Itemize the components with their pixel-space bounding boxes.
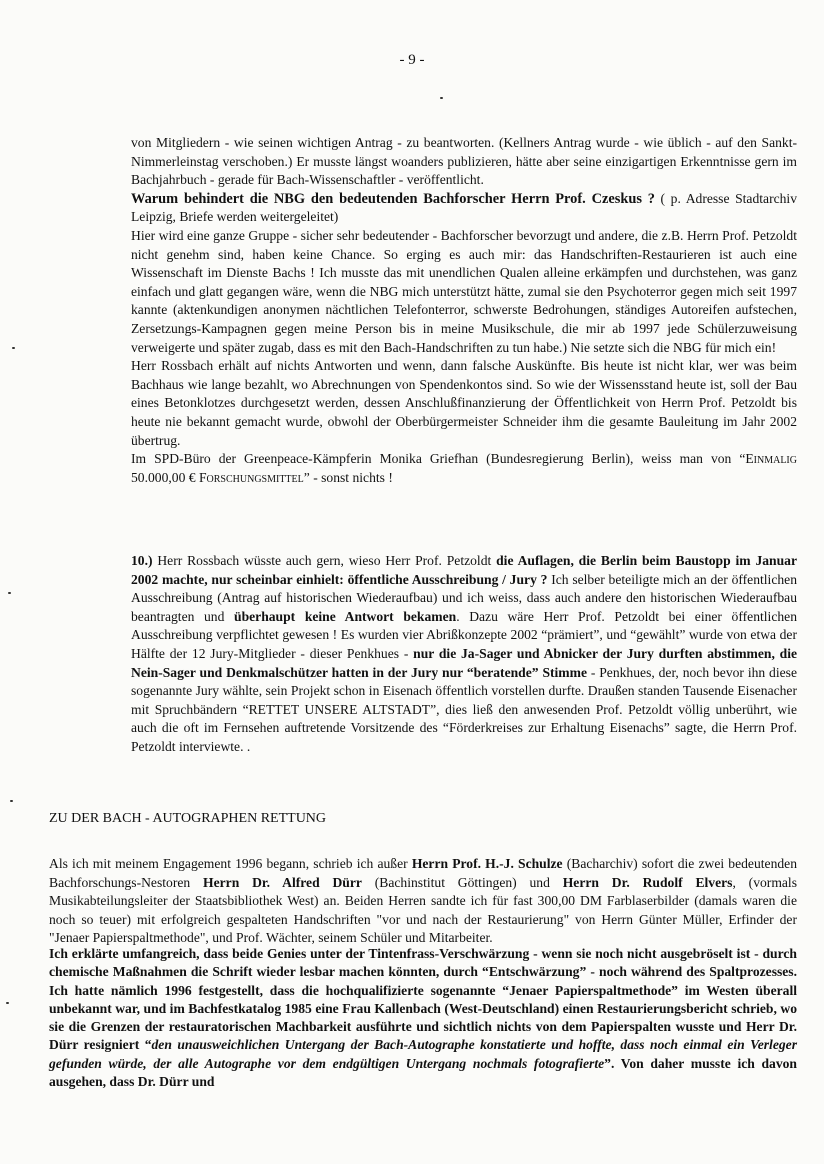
- scan-speck: [10, 800, 13, 802]
- page-number: - 9 -: [399, 52, 425, 68]
- paragraph-group: Hier wird eine ganze Gruppe - sicher sehr bedeutender - Bachforscher bevorzugt und andere, die z.B. Herrn Prof. Petzoldt nicht genehm sind, haben keine Chance. So erging es auch mir: das Handschriften-Restaurieren ist auch eine Wissenschaft im Dienste Bachs ! Ich musste das mit unendlichen Qualen alleine erkämpfen und durchstehen, was ganz einfach und glatt gegangen wäre, wenn die NBG mich unterstützt hätte, zumal sie den Psychoterror gegen mich seit 1997 kannte (aktenkundigen anonymen nächtlichen Telefonterror, schwerste Bedrohungen, ständiges Autoreifen aufstechen, Zersetzungs-Kampagnen gegen meine Person bis in meine Musikschule, die mir ab 1997 jede Schülerzuweisung verweigerte und später zugab, dass es mit den Bach-Handschriften zu tun habe.) Nie setzte sich die NBG für mich ein!: [131, 227, 797, 355]
- duerr-quote: den unausweichlichen Untergang der Bach-Autographe konstatierte und hoffte, dass noch einmal ein Verleger gefunden würde, der alle Autographe vor dem endgültigen Untergang nochmals fotografierte: [49, 1037, 797, 1071]
- scan-speck: [440, 97, 443, 99]
- scan-speck: [8, 592, 11, 594]
- czeskus-question: Warum behindert die NBG den bedeutenden Bachforscher Herrn Prof. Czeskus ?: [131, 190, 655, 207]
- paragraph-kellner: von Mitgliedern - wie seinen wichtigen Antrag - zu beantworten. (Kellners Antrag wurde - wie üblich - auf den Sankt-Nimmerleinstag verschoben.) Er musste längst woanders publizieren, hätte aber seine einzigartigen Erkenntnisse gern im Bachjahrbuch - gerade für Bach-Wissenschaftler - veröffentlicht.: [131, 135, 797, 188]
- paragraph-rossbach: Herr Rossbach erhält auf nichts Antworten und wenn, dann falsche Auskünfte. Bis heute ist nicht klar, wer was beim Bachhaus wie lange bezahlt, wo Abrechnungen von Spendenkontos sind. So wie der Wissensstand heute ist, soll der Bau eines Betonklotzes durchgesetzt werden, dessen Anschlußfinanzierung der Öffentlichkeit von Herrn Prof. Petzoldt bis heute nie bekannt gemacht wurde, obwohl der Oberbürgermeister Schneider ihm die gesamte Bauleitung im Jahr 2002 übertrug.: [131, 358, 797, 448]
- paragraph-point-10: 10.) Herr Rossbach wüsste auch gern, wieso Herr Prof. Petzoldt die Auflagen, die Berlin beim Baustopp im Januar 2002 machte, nur scheinbar einhielt: öffentliche Ausschreibung / Jury ? Ich selber beteiligte mich an der öffentlichen Ausschreibung (Antrag auf historischen Wiederaufbau) und ich weiss, dass auch andere den historischen Wiederaufbau beantragten und überhaupt keine Antwort bekamen. Dazu wäre Herr Prof. Petzoldt bei einer öffentlichen Ausschreibung verpflichtet gewesen ! Es wurden vier Abrißkonzepte 2002 “prämiert”, und “gewählt” wurde von etwa der Hälfte der 12 Jury-Mitglieder - dieser Penkhues - nur die Ja-Sager und Abnicker der Jury durften abstimmen, die Nein-Sager und Denkmalschützer hatten in der Jury nur “beratende” Stimme - Penkhues, der, noch bevor ihn diese sogenannte Jury wählte, sein Projekt schon in Eisenach öffentlich vorstellen durfte. Draußen standen Tausende Eisenacher mit Spruchbändern “RETTET UNSERE ALTSTADT”, dies ließ den anwesenden Prof. Petzoldt völlig unberührt, wie auch die oft im Fernsehen auftretende Vorsitzende des “Förderkreises zur Erhaltung Eisenachs” sagte, die Herrn Prof. Petzoldt interviewte. .: [131, 553, 797, 754]
- forschungsmittel-amount: Einmalig 50.000,00 € Forschungsmittel: [131, 451, 797, 485]
- paragraph-engagement: Als ich mit meinem Engagement 1996 begann, schrieb ich außer Herrn Prof. H.-J. Schulze (Bacharchiv) sofort die zwei bedeutenden Bachforschungs-Nestoren Herrn Dr. Alfred Dürr (Bachinstitut Göttingen) und Herrn Dr. Rudolf Elvers, (vormals Musikabteilungsleiter der Staatsbibliothek West) an. Beiden Herren sandte ich für fast 300,00 DM Farblaserbilder (damals waren die noch so teuer) mit erfolgreich gespalteten Handschriften "vor und nach der Restaurierung" von Herrn Günter Müller, Erfinder der "Jenaer Papierspaltmethode", und Prof. Wächter, seinem Schüler und Mitarbeiter.: [49, 856, 797, 946]
- scan-speck: [6, 1002, 9, 1004]
- section-heading: ZU DER BACH - AUTOGRAPHEN RETTUNG: [49, 811, 327, 826]
- body-block-explanation: [49, 945, 797, 1091]
- paragraph-spd: Im SPD-Büro der Greenpeace-Kämpferin Monika Griefhan (Bundesregierung Berlin), weiss man von “Einmalig 50.000,00 € Forschungsmittel” - sonst nichts !: [131, 451, 797, 485]
- body-block-engagement: [49, 855, 797, 948]
- czeskus-address: ( p. Adresse Stadtarchiv Leipzig, Briefe werden weitergeleitet): [131, 190, 797, 225]
- point-number: 10.): [131, 553, 153, 568]
- paragraph-czeskus: [131, 190, 797, 227]
- body-block-continuation: [131, 134, 797, 487]
- body-block-point-10: [131, 552, 797, 757]
- scan-speck: [12, 347, 15, 349]
- paragraph-explanation: Ich erklärte umfangreich, dass beide Genies unter der Tintenfrass-Verschwärzung - wenn sie noch nicht ausgebröselt ist - durch chemische Maßnahmen die Schrift wieder lesbar machen könnten, durch “Entschwärzung” - noch während des Spaltprozesses. Ich hatte nämlich 1996 festgestellt, dass die hochqualifizierte sogenannte “Jenaer Papierspaltmethode” im Westen überall unbekannt war, und im Bachfestkatalog 1985 eine Frau Kallenbach (West-Deutschland) einen Restaurierungsbericht schrieb, wo sie die Grenzen der restauratorischen Machbarkeit ausführte und sichtlich nichts von dem Papierspalten wusste und Herr Dr. Dürr resigniert “den unausweichlichen Untergang der Bach-Autographe konstatierte und hoffte, dass noch einmal ein Verleger gefunden würde, der alle Autographe vor dem endgültigen Untergang nochmals fotografierte”. Von daher musste ich davon ausgehen, dass Dr. Dürr und: [49, 946, 797, 1090]
